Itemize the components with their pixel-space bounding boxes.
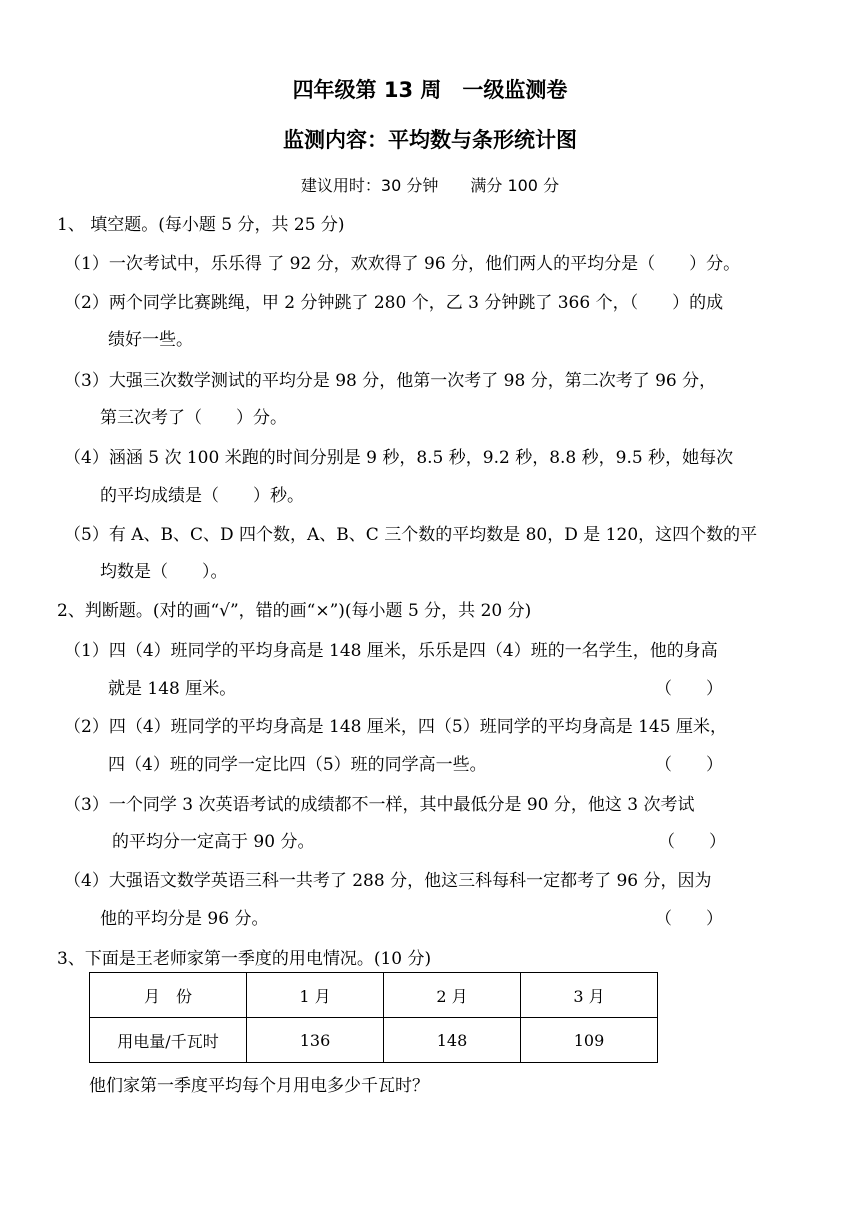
judge-answer-blank-1: （ ） <box>655 679 723 699</box>
fill-question-4: （4）涵涵 5 次 100 米跑的时间分别是 9 秒，8.5 秒，9.2 秒，8.8 秒，9.5 秒，她每次 <box>64 448 734 468</box>
section-2-heading: 2、判断题。(对的画“√”，错的画“×”)(每小题 5 分，共 20 分) <box>57 601 532 621</box>
section-1-heading: 1、 填空题。(每小题 5 分，共 25 分) <box>57 215 345 235</box>
fill-question-2-cont: 绩好一些。 <box>108 330 193 350</box>
fill-question-2: （2）两个同学比赛跳绳，甲 2 分钟跳了 280 个，乙 3 分钟跳了 366 个，（ ）的成 <box>64 293 724 313</box>
judge-question-2-cont: 四（4）班的同学一定比四（5）班的同学高一些。 <box>108 755 487 775</box>
table-header-cell: 2 月 <box>384 973 521 1018</box>
page-title: 四年级第 13 周 一级监测卷 <box>292 78 568 102</box>
table-cell: 136 <box>247 1018 384 1063</box>
judge-question-1-cont: 就是 148 厘米。 <box>108 679 237 699</box>
judge-answer-blank-2: （ ） <box>655 755 723 775</box>
judge-question-3-cont: 的平均分一定高于 90 分。 <box>112 832 315 852</box>
judge-answer-blank-4: （ ） <box>655 909 723 929</box>
judge-question-4-cont: 他的平均分是 96 分。 <box>100 909 269 929</box>
fill-question-3: （3）大强三次数学测试的平均分是 98 分，他第一次考了 98 分，第二次考了 96 分， <box>64 371 717 391</box>
judge-answer-blank-3: （ ） <box>658 832 726 852</box>
table-header-row <box>90 973 658 1018</box>
table-cell: 148 <box>384 1018 521 1063</box>
electricity-usage-table <box>89 972 658 1063</box>
exam-meta: 建议用时：30 分钟 满分 100 分 <box>300 176 560 195</box>
fill-question-3-cont: 第三次考了（ ）分。 <box>100 408 287 428</box>
judge-question-4: （4）大强语文数学英语三科一共考了 288 分，他这三科每科一定都考了 96 分，因为 <box>64 871 712 891</box>
section-3-heading: 3、下面是王老师家第一季度的用电情况。(10 分) <box>57 949 432 969</box>
table-header-cell: 3 月 <box>521 973 658 1018</box>
fill-question-5: （5）有 A、B、C、D 四个数，A、B、C 三个数的平均数是 80，D 是 120，这四个数的平 <box>64 525 758 545</box>
fill-question-5-cont: 均数是（ ）。 <box>100 562 228 582</box>
fill-question-1: （1）一次考试中，乐乐得 了 92 分，欢欢得了 96 分，他们两人的平均分是（ ）分。 <box>64 254 741 274</box>
table-header-cell: 1 月 <box>247 973 384 1018</box>
judge-question-1: （1）四（4）班同学的平均身高是 148 厘米，乐乐是四（4）班的一名学生，他的身高 <box>64 641 718 661</box>
table-header-cell: 月 份 <box>90 973 247 1018</box>
section-3-question: 他们家第一季度平均每个月用电多少千瓦时？ <box>89 1076 429 1096</box>
judge-question-2: （2）四（4）班同学的平均身高是 148 厘米，四（5）班同学的平均身高是 145 厘米， <box>64 717 727 737</box>
fill-question-4-cont: 的平均成绩是（ ）秒。 <box>100 486 304 506</box>
table-row <box>90 1018 658 1063</box>
judge-question-3: （3）一个同学 3 次英语考试的成绩都不一样，其中最低分是 90 分，他这 3 次考试 <box>64 795 695 815</box>
table-cell: 109 <box>521 1018 658 1063</box>
page-subtitle: 监测内容：平均数与条形统计图 <box>283 128 577 152</box>
table-cell: 用电量/千瓦时 <box>90 1018 247 1063</box>
